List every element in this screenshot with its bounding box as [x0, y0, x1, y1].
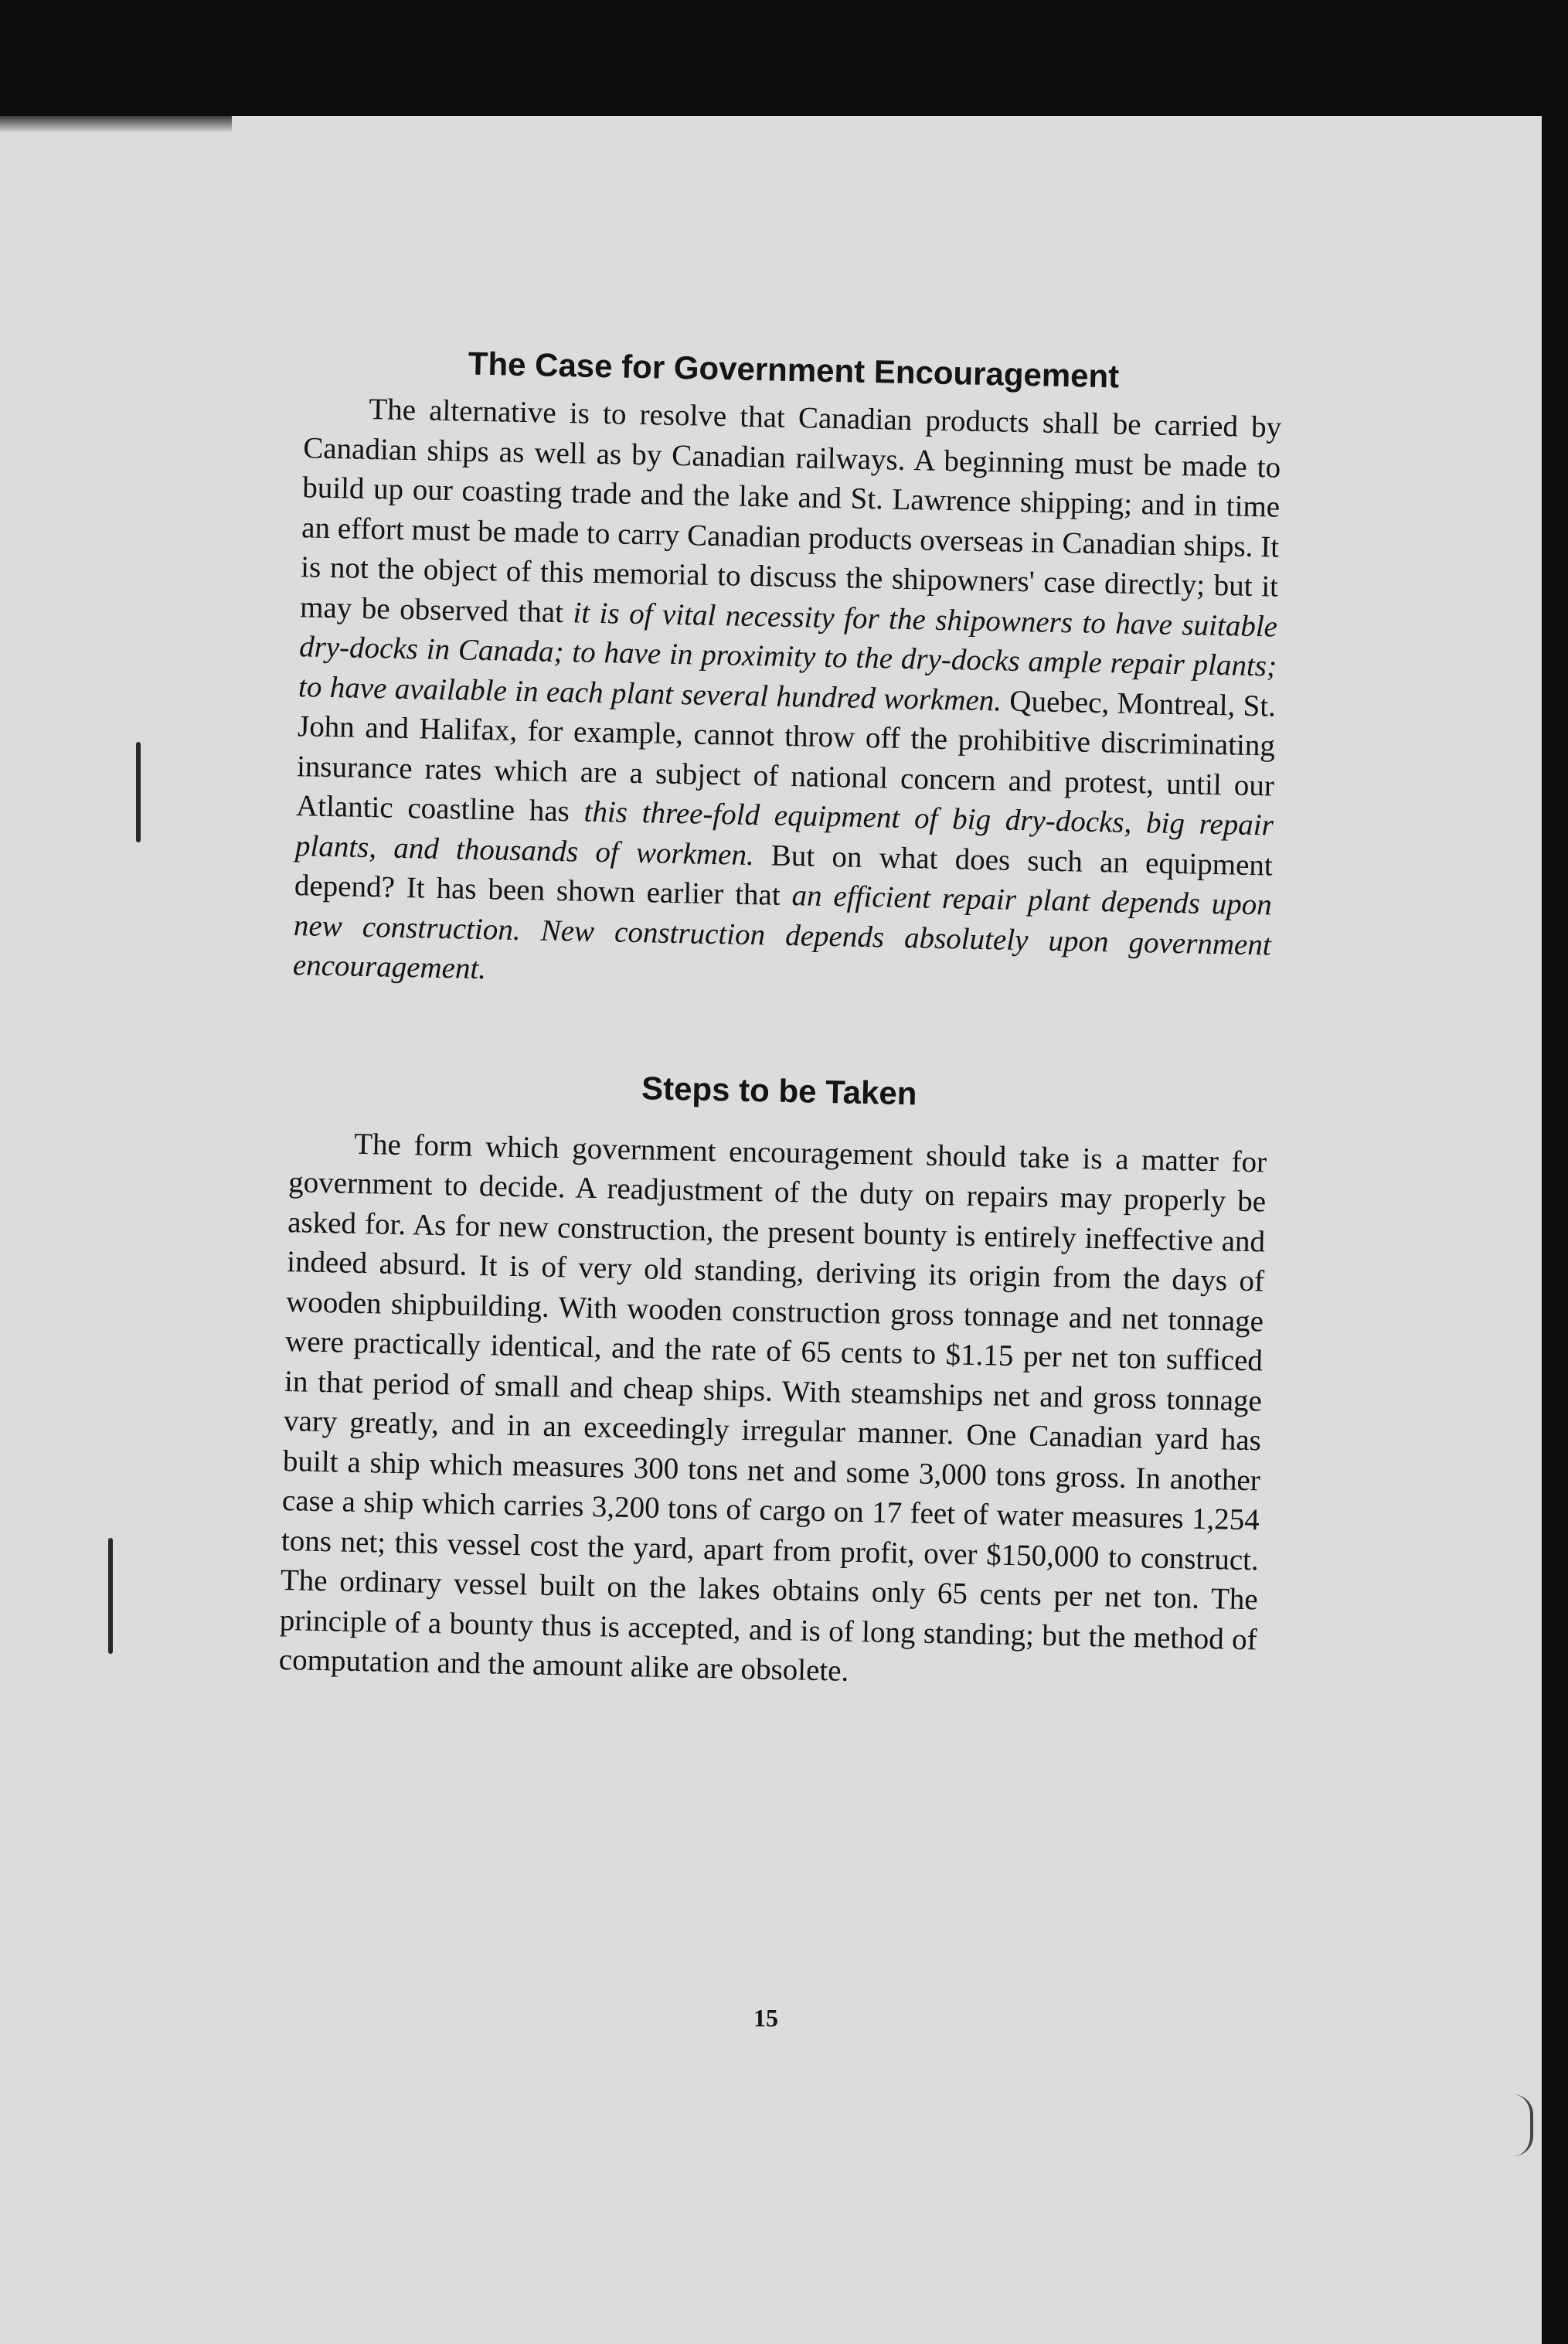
section-heading-government-encouragement: The Case for Government Encouragement [468, 345, 1120, 395]
margin-mark-lower [108, 1538, 113, 1654]
text-column [278, 342, 1282, 1699]
paragraph-text-b: Quebec, Montreal, St. John and Halifax, for example, cannot throw off the prohibitive discriminating insurance rates which are a subject of national concern and protest, until our Atlantic coastline has [295, 683, 1277, 828]
italic-text-c: an efficient repair plant depends upon new construction. New construction depends absolutely upon government encouragement. [292, 879, 1273, 986]
paragraph-government-encouragement [292, 388, 1281, 1005]
page-number: 15 [753, 2004, 778, 2032]
paragraph-steps-to-be-taken: The form which government encouragement should take is a matter for government to decide. A readjustment of the duty on repairs may properly be asked for. As for new construction, the present bounty is entirely ineffective and indeed absurd. It is of very old standing, deriving its origin from the days of wooden shipbuilding. With wooden construction gross tonnage and net tonnage were practically identical, and the rate of 65 cents to $1.15 per net ton sufficed in that period of small and cheap ships. With steamships net and gross tonnage vary greatly, and in an exceedingly irregular manner. One Canadian yard has built a ship which measures 300 tons net and some 3,000 tons gross. In another case a ship which carries 3,200 tons of cargo on 17 feet of water measures 1,254 tons net; this vessel cost the yard, apart from profit, over $150,000 to construct. The ordinary vessel built on the lakes obtains only 65 cents per net ton. The principle of a bounty thus is accepted, and is of long standing; but the method of computation and the amount alike are obsolete. [278, 1127, 1267, 1688]
italic-text-b: this three-fold equipment of big dry-docks, big repair plants, and thousands of workmen. [294, 794, 1274, 872]
italic-text-a: it is of vital necessity for the shipowners to have suitable dry-docks in Canada; to have in proximity to the dry-docks ample repair plants; to have available in each plant several hundred workmen. [298, 595, 1278, 717]
paragraph-text-c: But on what does such an equipment depend? It has been shown earlier that [294, 838, 1274, 913]
margin-mark-upper [136, 742, 141, 842]
scan-shadow [0, 116, 232, 133]
section-heading-steps-to-be-taken: Steps to be Taken [641, 1069, 917, 1111]
paragraph-text-a: The alternative is to resolve that Canadian products shall be carried by Canadian ships as well as by Canadian railways. A beginning must be made to build up our coasting trade and the lake and St. Lawrence shipping; and in time an effort must be made to carry Canadian products overseas in Canadian ships. It is not the object of this memorial to discuss the shipowners' case directly; but it may be observed that [299, 392, 1282, 629]
